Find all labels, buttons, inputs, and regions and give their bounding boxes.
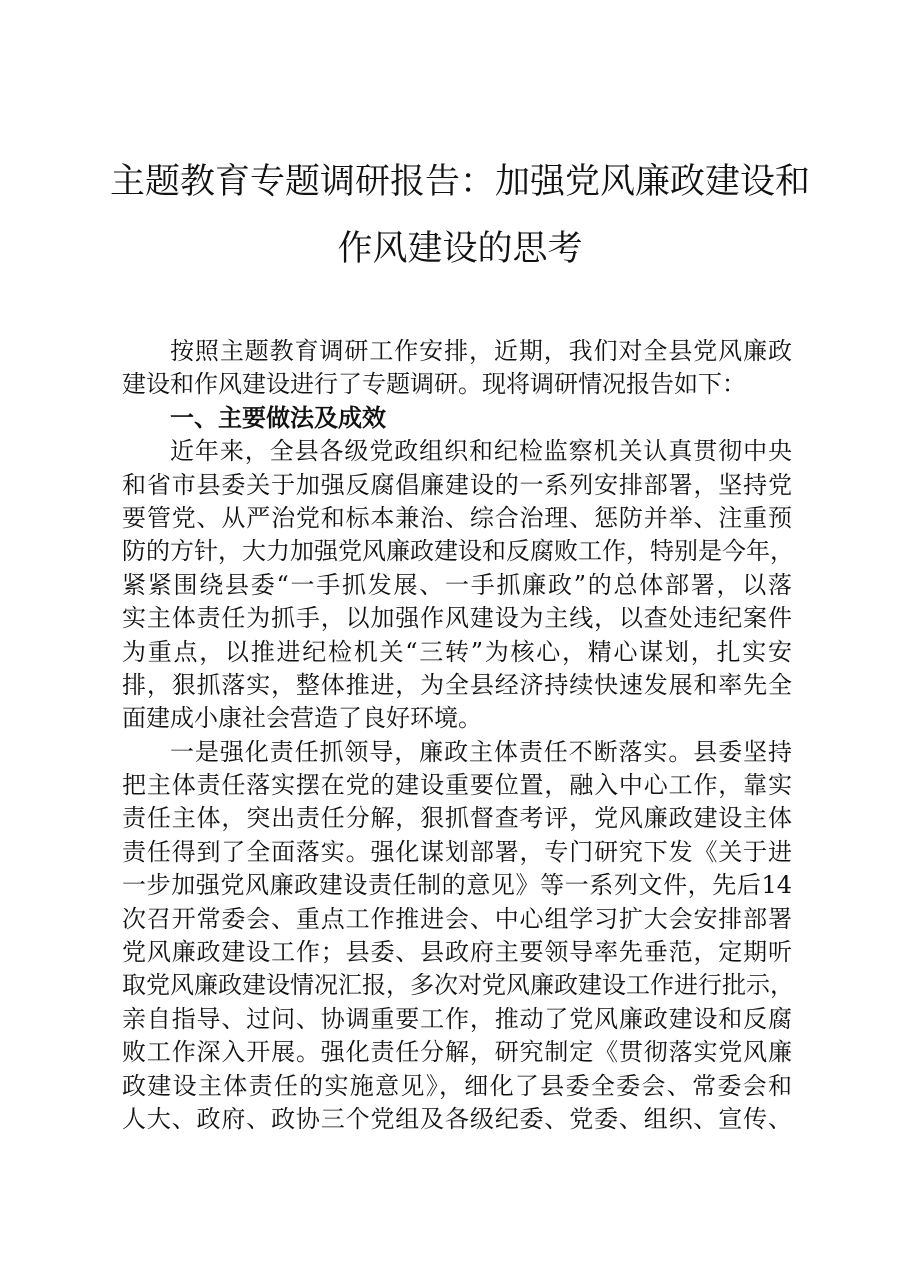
paragraph-line: 败工作深入开展。强化责任分解，研究制定《贯彻落实党风廉: [122, 1038, 792, 1067]
paragraph-line: 责任得到了全面落实。强化谋划部署，专门研究下发《关于进: [122, 837, 792, 866]
paragraph-line: 排，狠抓落实，整体推进，为全县经济持续快速发展和率先全: [122, 670, 792, 699]
paragraph-line: 为重点，以推进纪检机关“三转”为核心，精心谋划，扎实安: [122, 637, 792, 666]
paragraph-intro-line: 按照主题教育调研工作安排，近期，我们对全县党风廉政: [170, 337, 792, 365]
paragraph-line: 党风廉政建设工作；县委、县政府主要领导率先垂范，定期听: [122, 938, 792, 967]
paragraph-line: 政建设主体责任的实施意见》，细化了县委全委会、常委会和: [122, 1071, 792, 1100]
paragraph-line: 人大、政府、政协三个党组及各级纪委、党委、组织、宣传、: [122, 1104, 792, 1133]
paragraph-line: 防的方针，大力加强党风廉政建设和反腐败工作，特别是今年，: [122, 537, 794, 566]
paragraph-line: 亲自指导、过问、协调重要工作，推动了党风廉政建设和反腐: [122, 1004, 792, 1033]
paragraph-line: 近年来，全县各级党政组织和纪检监察机关认真贯彻中央: [170, 437, 792, 466]
paragraph-line: 次召开常委会、重点工作推进会、中心组学习扩大会安排部署: [122, 904, 792, 933]
paragraph-line: 把主体责任落实摆在党的建设重要位置，融入中心工作，靠实: [122, 771, 792, 800]
paragraph-line: 面建成小康社会营造了良好环境。: [122, 704, 482, 733]
paragraph-line: 责任主体，突出责任分解，狠抓督查考评，党风廉政建设主体: [122, 804, 792, 833]
document-body: [122, 335, 792, 1136]
document-title-line-1: 主题教育专题调研报告：加强党风廉政建设和: [110, 162, 811, 202]
paragraph-intro-line: 建设和作风建设进行了专题调研。现将调研情况报告如下：: [122, 370, 746, 399]
paragraph-line: 一步加强党风廉政建设责任制的意见》等一系列文件，先后14: [122, 871, 792, 900]
section-heading: 一、主要做法及成效: [170, 403, 386, 432]
paragraph-line: 紧紧围绕县委“一手抓发展、一手抓廉政”的总体部署，以落: [122, 570, 792, 599]
paragraph-line: 和省市县委关于加强反腐倡廉建设的一系列安排部署，坚持党: [122, 470, 792, 499]
paragraph-line: 要管党、从严治党和标本兼治、综合治理、惩防并举、注重预: [122, 503, 792, 532]
paragraph-line: 取党风廉政建设情况汇报，多次对党风廉政建设工作进行批示，: [122, 971, 794, 1000]
paragraph-line: 实主体责任为抓手，以加强作风建设为主线，以查处违纪案件: [122, 604, 792, 633]
paragraph-line: 一是强化责任抓领导，廉政主体责任不断落实。县委坚持: [170, 737, 792, 766]
document-title-line-2: 作风建设的思考: [337, 229, 583, 269]
